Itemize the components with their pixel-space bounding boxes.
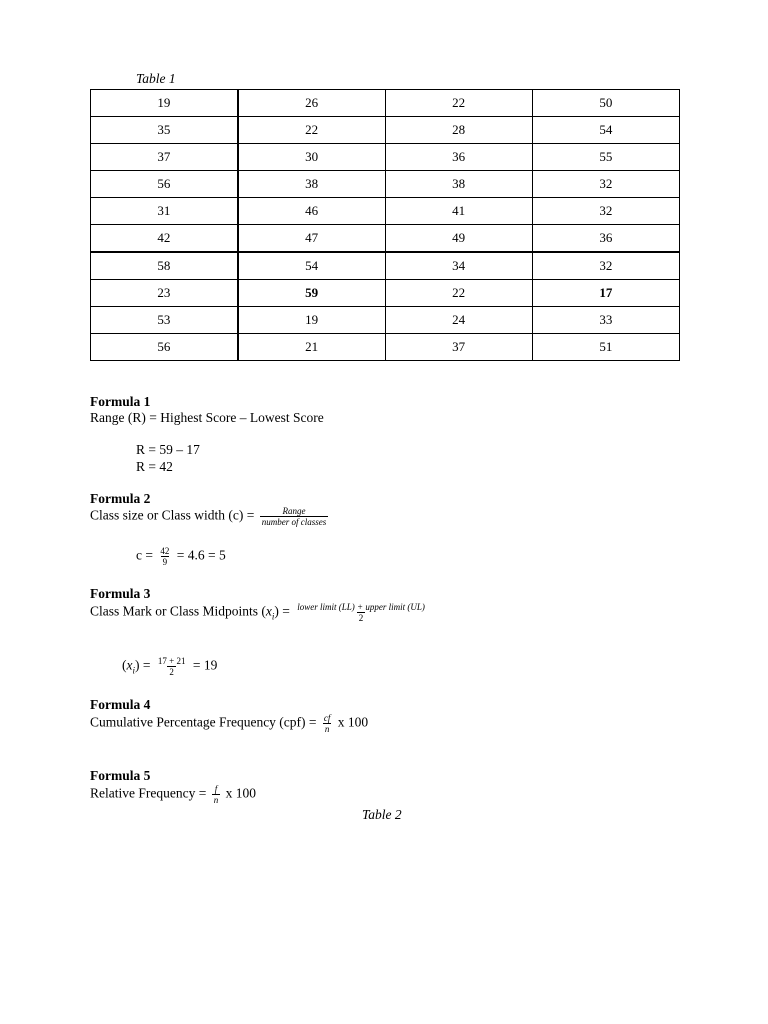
formula1-heading: Formula 1 [90, 394, 151, 409]
formula2-definition-prefix: Class size or Class width (c) = [90, 507, 255, 523]
formula3-example-var-sub: i [132, 665, 136, 676]
formula2-example-fraction [158, 546, 171, 567]
formula4-frac-den: n [324, 724, 330, 734]
formula2-example [136, 546, 226, 567]
table-cell: 22 [385, 90, 532, 117]
formula5-frac-den: n [213, 795, 219, 805]
formula3-frac-num: lower limit (LL) + upper limit (UL) [297, 602, 425, 612]
formula1-definition: Range (R) = Highest Score – Lowest Score [90, 410, 324, 425]
table-row [91, 280, 680, 307]
table-cell: 22 [238, 117, 385, 144]
table2-caption: Table 2 [362, 807, 402, 822]
table-row [91, 90, 680, 117]
table-cell: 36 [532, 225, 679, 253]
table-cell: 21 [238, 334, 385, 361]
formula2-heading: Formula 2 [90, 491, 151, 506]
formula2-fraction [260, 506, 329, 527]
formula4-heading: Formula 4 [90, 697, 151, 712]
table-row [91, 334, 680, 361]
table-row [91, 144, 680, 171]
table-cell: 30 [238, 144, 385, 171]
table-cell: 59 [238, 280, 385, 307]
table-cell: 34 [385, 252, 532, 280]
table-row [91, 198, 680, 225]
table-cell: 26 [238, 90, 385, 117]
table-cell: 19 [238, 307, 385, 334]
table-row [91, 171, 680, 198]
table-cell: 19 [91, 90, 238, 117]
table-cell: 33 [532, 307, 679, 334]
table-cell: 23 [91, 280, 238, 307]
table-cell: 28 [385, 117, 532, 144]
formula5-frac-num: f [214, 784, 218, 794]
table-cell: 53 [91, 307, 238, 334]
formula2-frac-den: number of classes [261, 517, 327, 527]
table-cell: 31 [91, 198, 238, 225]
formula3-var-sub: i [271, 611, 275, 622]
table-cell: 17 [532, 280, 679, 307]
formula3-example: $(x_i)$ = $\frac{17 + 21}{2}$ = 19 [122, 656, 218, 677]
table-cell: 38 [238, 171, 385, 198]
formula4-definition-prefix: Cumulative Percentage Frequency (cpf) = [90, 714, 317, 730]
formula2-example-prefix: c = [136, 547, 153, 563]
table-cell: 22 [385, 280, 532, 307]
formula3-example-suffix: = 19 [192, 657, 218, 673]
table-cell: 37 [385, 334, 532, 361]
formula3-example-den: 2 [169, 667, 174, 677]
table-cell: 37 [91, 144, 238, 171]
table-cell: 35 [91, 117, 238, 144]
table-cell: 47 [238, 225, 385, 253]
formula2-definition [90, 506, 330, 527]
table-cell: 38 [385, 171, 532, 198]
formula3-definition-prefix: Class Mark or Class Midpoints [90, 603, 259, 619]
formula2-frac-num: Range [282, 506, 306, 516]
table-cell: 24 [385, 307, 532, 334]
table-row [91, 117, 680, 144]
table-cell: 56 [91, 334, 238, 361]
formula3-fraction [295, 602, 427, 623]
table-cell: 41 [385, 198, 532, 225]
formula1-step1: R = 59 – 17 [136, 442, 200, 457]
table-cell: 58 [91, 252, 238, 280]
formula5-heading: Formula 5 [90, 768, 151, 783]
table-row [91, 225, 680, 253]
table-cell: 46 [238, 198, 385, 225]
formula3-example-num: 17 + 21 [157, 656, 186, 666]
table-cell: 54 [238, 252, 385, 280]
table-row [91, 307, 680, 334]
formula5-definition-prefix: Relative Frequency = [90, 785, 207, 801]
table-cell: 56 [91, 171, 238, 198]
table-cell: 51 [532, 334, 679, 361]
formula4-definition [90, 713, 368, 734]
table-cell: 54 [532, 117, 679, 144]
formula4-suffix: x 100 [337, 714, 369, 730]
formula5-fraction [212, 784, 221, 805]
table-cell: 36 [385, 144, 532, 171]
table-cell: 49 [385, 225, 532, 253]
table1-caption: Table 1 [136, 71, 176, 86]
table1 [90, 89, 680, 361]
formula3-example-var: x [126, 657, 133, 673]
formula3-var: x [265, 603, 272, 619]
formula3-example-fraction [156, 656, 188, 677]
table-cell: 50 [532, 90, 679, 117]
formula1-step2: R = 42 [136, 459, 173, 474]
formula2-example-suffix: = 4.6 = 5 [176, 547, 226, 563]
formula4-fraction [322, 713, 333, 734]
table-cell: 32 [532, 198, 679, 225]
table-cell: 32 [532, 171, 679, 198]
formula3-heading: Formula 3 [90, 586, 151, 601]
formula2-example-den: 9 [162, 557, 168, 567]
table-cell: 42 [91, 225, 238, 253]
formula4-frac-num: cf [323, 713, 331, 723]
formula3-frac-den: 2 [358, 613, 364, 623]
formula3-definition: Class Mark or Class Midpoints $(x_i)$ = $\frac{\text{lower limit (LL) + upper limit (UL)}}{2}$ [90, 602, 425, 623]
table-cell: 32 [532, 252, 679, 280]
table-cell: 55 [532, 144, 679, 171]
formula5-suffix: x 100 [225, 785, 256, 801]
table-row [91, 252, 680, 280]
formula5-definition [90, 784, 256, 805]
formula2-example-num: 42 [160, 546, 170, 556]
